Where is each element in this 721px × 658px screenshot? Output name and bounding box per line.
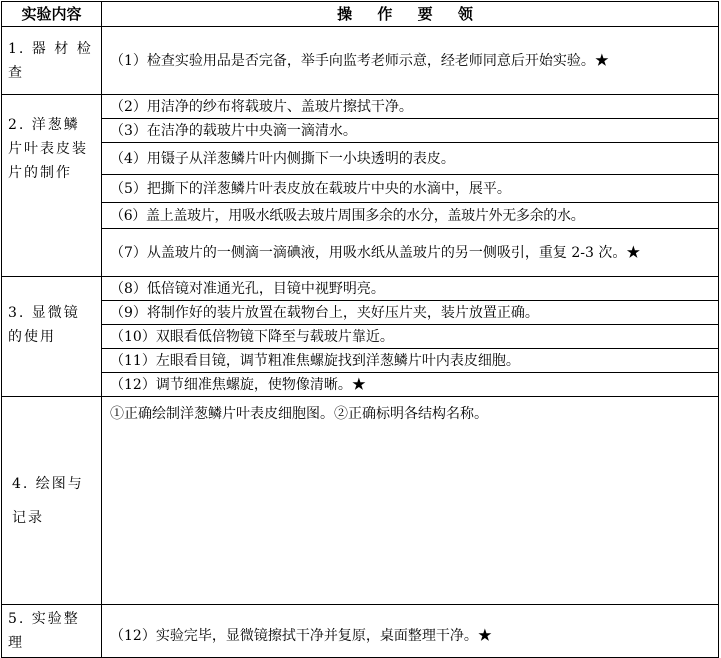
table-row [2, 325, 719, 349]
step-cell: （12）调节细准焦螺旋，使物像清晰。★ [102, 373, 719, 397]
step-cell: （10）双眼看低倍物镜下降至与载玻片靠近。 [102, 325, 719, 349]
table-row [2, 373, 719, 397]
step-cell: （1）检查实验用品是否完备，举手向监考老师示意，经老师同意后开始实验。★ [102, 27, 719, 95]
section-title: 5. 实验整理 [2, 605, 102, 658]
header-content: 实验内容 [2, 2, 102, 27]
step-cell: （8）低倍镜对准通光孔，目镜中视野明亮。 [102, 277, 719, 301]
step-cell: （6）盖上盖玻片，用吸水纸吸去玻片周围多余的水分，盖玻片外无多余的水。 [102, 203, 719, 229]
step-cell: （2）用洁净的纱布将载玻片、盖玻片擦拭干净。 [102, 95, 719, 119]
table-row [2, 349, 719, 373]
experiment-table [1, 1, 719, 658]
table-row [2, 277, 719, 301]
step-cell: （3）在洁净的载玻片中央滴一滴清水。 [102, 119, 719, 143]
table-row [2, 605, 719, 658]
table-row [2, 143, 719, 175]
step-cell: （5）把撕下的洋葱鳞片叶表皮放在载玻片中央的水滴中，展平。 [102, 175, 719, 203]
header-steps: 操 作 要 领 [102, 2, 719, 27]
table-row [2, 119, 719, 143]
table-row [2, 203, 719, 229]
section-title: 3. 显微镜的使用 [2, 277, 102, 397]
step-cell: （9）将制作好的装片放置在载物台上，夹好压片夹，装片放置正确。 [102, 301, 719, 325]
step-cell: ①正确绘制洋葱鳞片叶表皮细胞图。②正确标明各结构名称。 [102, 397, 719, 605]
table-row [2, 27, 719, 95]
table-row [2, 397, 719, 605]
section-title: 1. 器 材 检 查 [2, 27, 102, 95]
table-row [2, 95, 719, 119]
section-title: 4. 绘图与记录 [2, 397, 102, 605]
table-header [2, 2, 719, 27]
table-row [2, 175, 719, 203]
step-cell: （11）左眼看目镜，调节粗准焦螺旋找到洋葱鳞片叶内表皮细胞。 [102, 349, 719, 373]
step-cell: （7）从盖玻片的一侧滴一滴碘液，用吸水纸从盖玻片的另一侧吸引，重复 2-3 次。★ [102, 229, 719, 277]
step-cell: （4）用镊子从洋葱鳞片叶内侧撕下一小块透明的表皮。 [102, 143, 719, 175]
table-row [2, 301, 719, 325]
step-cell: （12）实验完毕，显微镜擦拭干净并复原，桌面整理干净。★ [102, 605, 719, 658]
table-row [2, 229, 719, 277]
section-title: 2. 洋葱鳞片叶表皮装片的制作 [2, 95, 102, 277]
